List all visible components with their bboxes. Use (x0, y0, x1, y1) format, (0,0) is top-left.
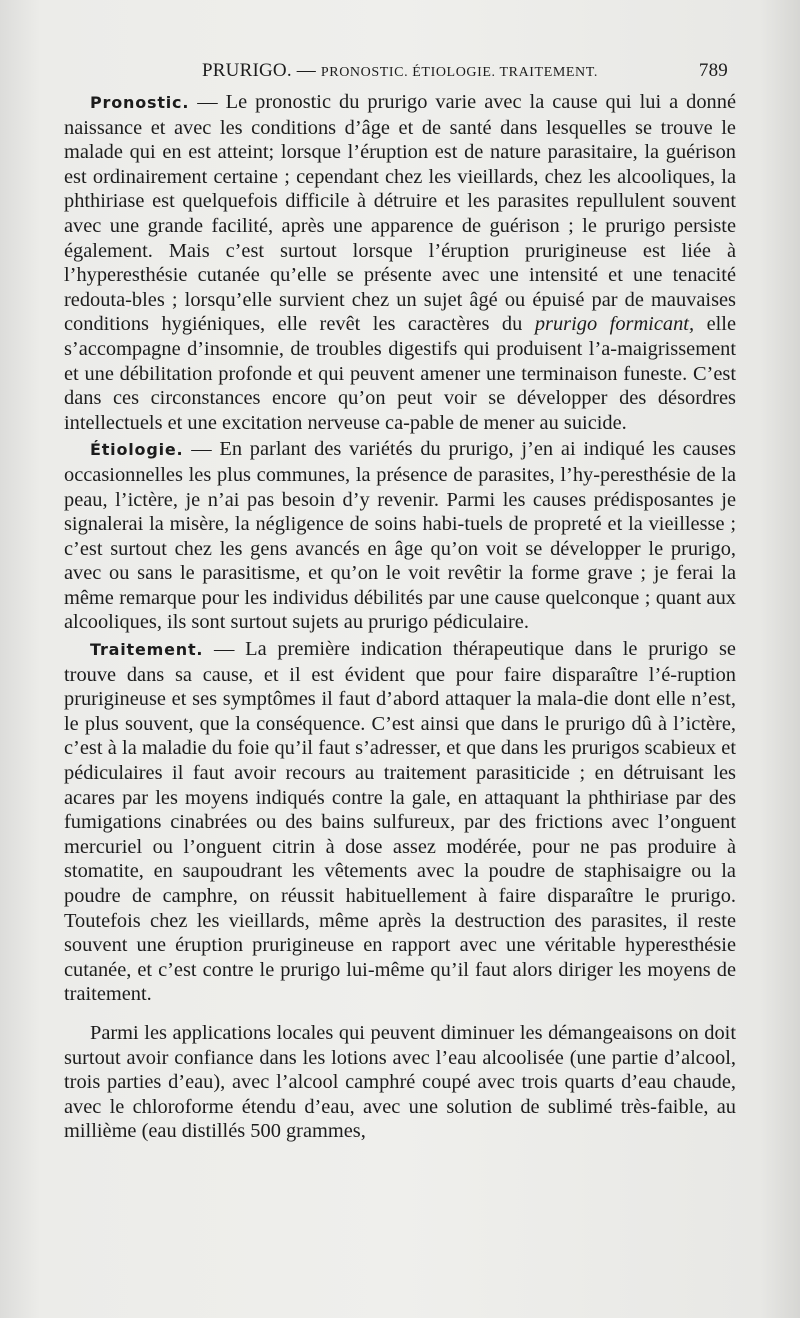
pronostic-text-2: elle s’accompagne d’insomnie, de troubles digestifs qui produisent l’a-maigrissement et une débilitation profonde et qui peuvent amener une terminaison funeste. C’est dans ces circonstances encore qu’on peut voir se développer des désordres intellectuels et une excitation nerveuse ca-pable de mener au suicide. (64, 313, 737, 434)
header-title: PRURIGO. — (202, 60, 316, 81)
header-subtitle: PRONOSTIC. ÉTIOLOGIE. TRAITEMENT. (320, 65, 598, 80)
page-number: 789 (698, 60, 728, 81)
running-header (64, 60, 736, 90)
paragraph-applications (64, 1021, 736, 1144)
etiologie-text: — En parlant des variétés du prurigo, j’en ai indiqué les causes occasionnelles les plus communes, la présence de parasites, l’hy-peresthésie de la peau, l’ictère, je n’ai pas besoin d’y revenir. Parmi les causes prédisposantes je signalerai la misère, la négligence de soins habi-tuels de propreté et la vieillesse ; c’est surtout chez les gens avancés en âge qu’on voit se développer le prurigo, avec ou sans le parasitisme, et qu’on le voit revêtir la forme grave ; je ferai la même remarque pour les individus débilités par une cause quelconque ; quant aux alcooliques, ils sont surtout sujets au prurigo pédiculaire. (64, 438, 736, 634)
body-text (64, 90, 736, 1144)
heading-pronostic: Pronostic. (90, 93, 190, 112)
heading-traitement: Traitement. (90, 640, 204, 660)
paragraph-etiologie (64, 437, 736, 635)
heading-etiologie: Étiologie. (90, 440, 184, 460)
pronostic-text-1: — Le pronostic du prurigo varie avec la cause qui lui a donné naissance et avec les conditions d’âge et de santé dans lesquelles se trouve le malade qui en est atteint; lorsque l’éruption est de nature parasitaire, la guérison est ordinairement certaine ; cependant chez les vieillards, chez les alcooliques, la phthiriase est quelquefois difficile à détruire et les parasites repullulent souvent avec une grande facilité, après une apparence de guérison ; le prurigo persiste également. Mais c’est surtout lorsque l’éruption prurigineuse est liée à l’hyperesthésie cutanée qu’elle se présente avec une intensité et une tenacité redouta-bles ; lorsqu’elle survient chez un sujet âgé ou épuisé par de mauvaises conditions hygiéniques, elle revêt les caractères du (64, 91, 736, 336)
pronostic-emphasis: prurigo formicant, (534, 313, 695, 336)
traitement-text: — La première indication thérapeutique dans le prurigo se trouve dans sa cause, et il est évident que pour faire disparaître l’é-ruption prurigineuse et ses symptômes il faut d’abord attaquer la mala-die dont elle n’est, le plus souvent, que la conséquence. C’est ainsi que dans le prurigo dû à l’ictère, c’est à la maladie du foie qu’il faut s’adresser, et que dans les prurigos scabieux et pédiculaires il faut avoir recours au traitement parasiticide ; en détruisant les acares par les moyens indiqués contre la gale, en attaquant la phthiriase par des fumigations cinabrées ou des bains sulfureux, par des frictions avec l’onguent mercuriel ou l’onguent citrin à dose assez modérée, pour ne pas produire à stomatite, en saupoudrant les vêtements avec la poudre de staphisaigre ou la poudre de camphre, on réussit habituellement à faire disparaître le prurigo. Toutefois chez les vieillards, même après la destruction des parasites, il reste souvent une éruption prurigineuse en rapport avec une véritable hyperesthésie cutanée, et c’est contre le prurigo lui-même qu’il faut alors diriger les moyens de traitement. (64, 638, 736, 1006)
paragraph-pronostic (64, 90, 736, 435)
paragraph-traitement (64, 637, 736, 1007)
applications-text: Parmi les applications locales qui peuvent diminuer les démangeaisons on doit surtout avoir confiance dans les lotions avec l’eau alcoolisée (une partie d’alcool, trois parties d’eau), avec l’alcool camphré coupé avec trois quarts d’eau chaude, avec le chloroforme étendu d’eau, avec une solution de sublimé très-faible, au millième (eau distillés 500 grammes, (64, 1021, 736, 1143)
